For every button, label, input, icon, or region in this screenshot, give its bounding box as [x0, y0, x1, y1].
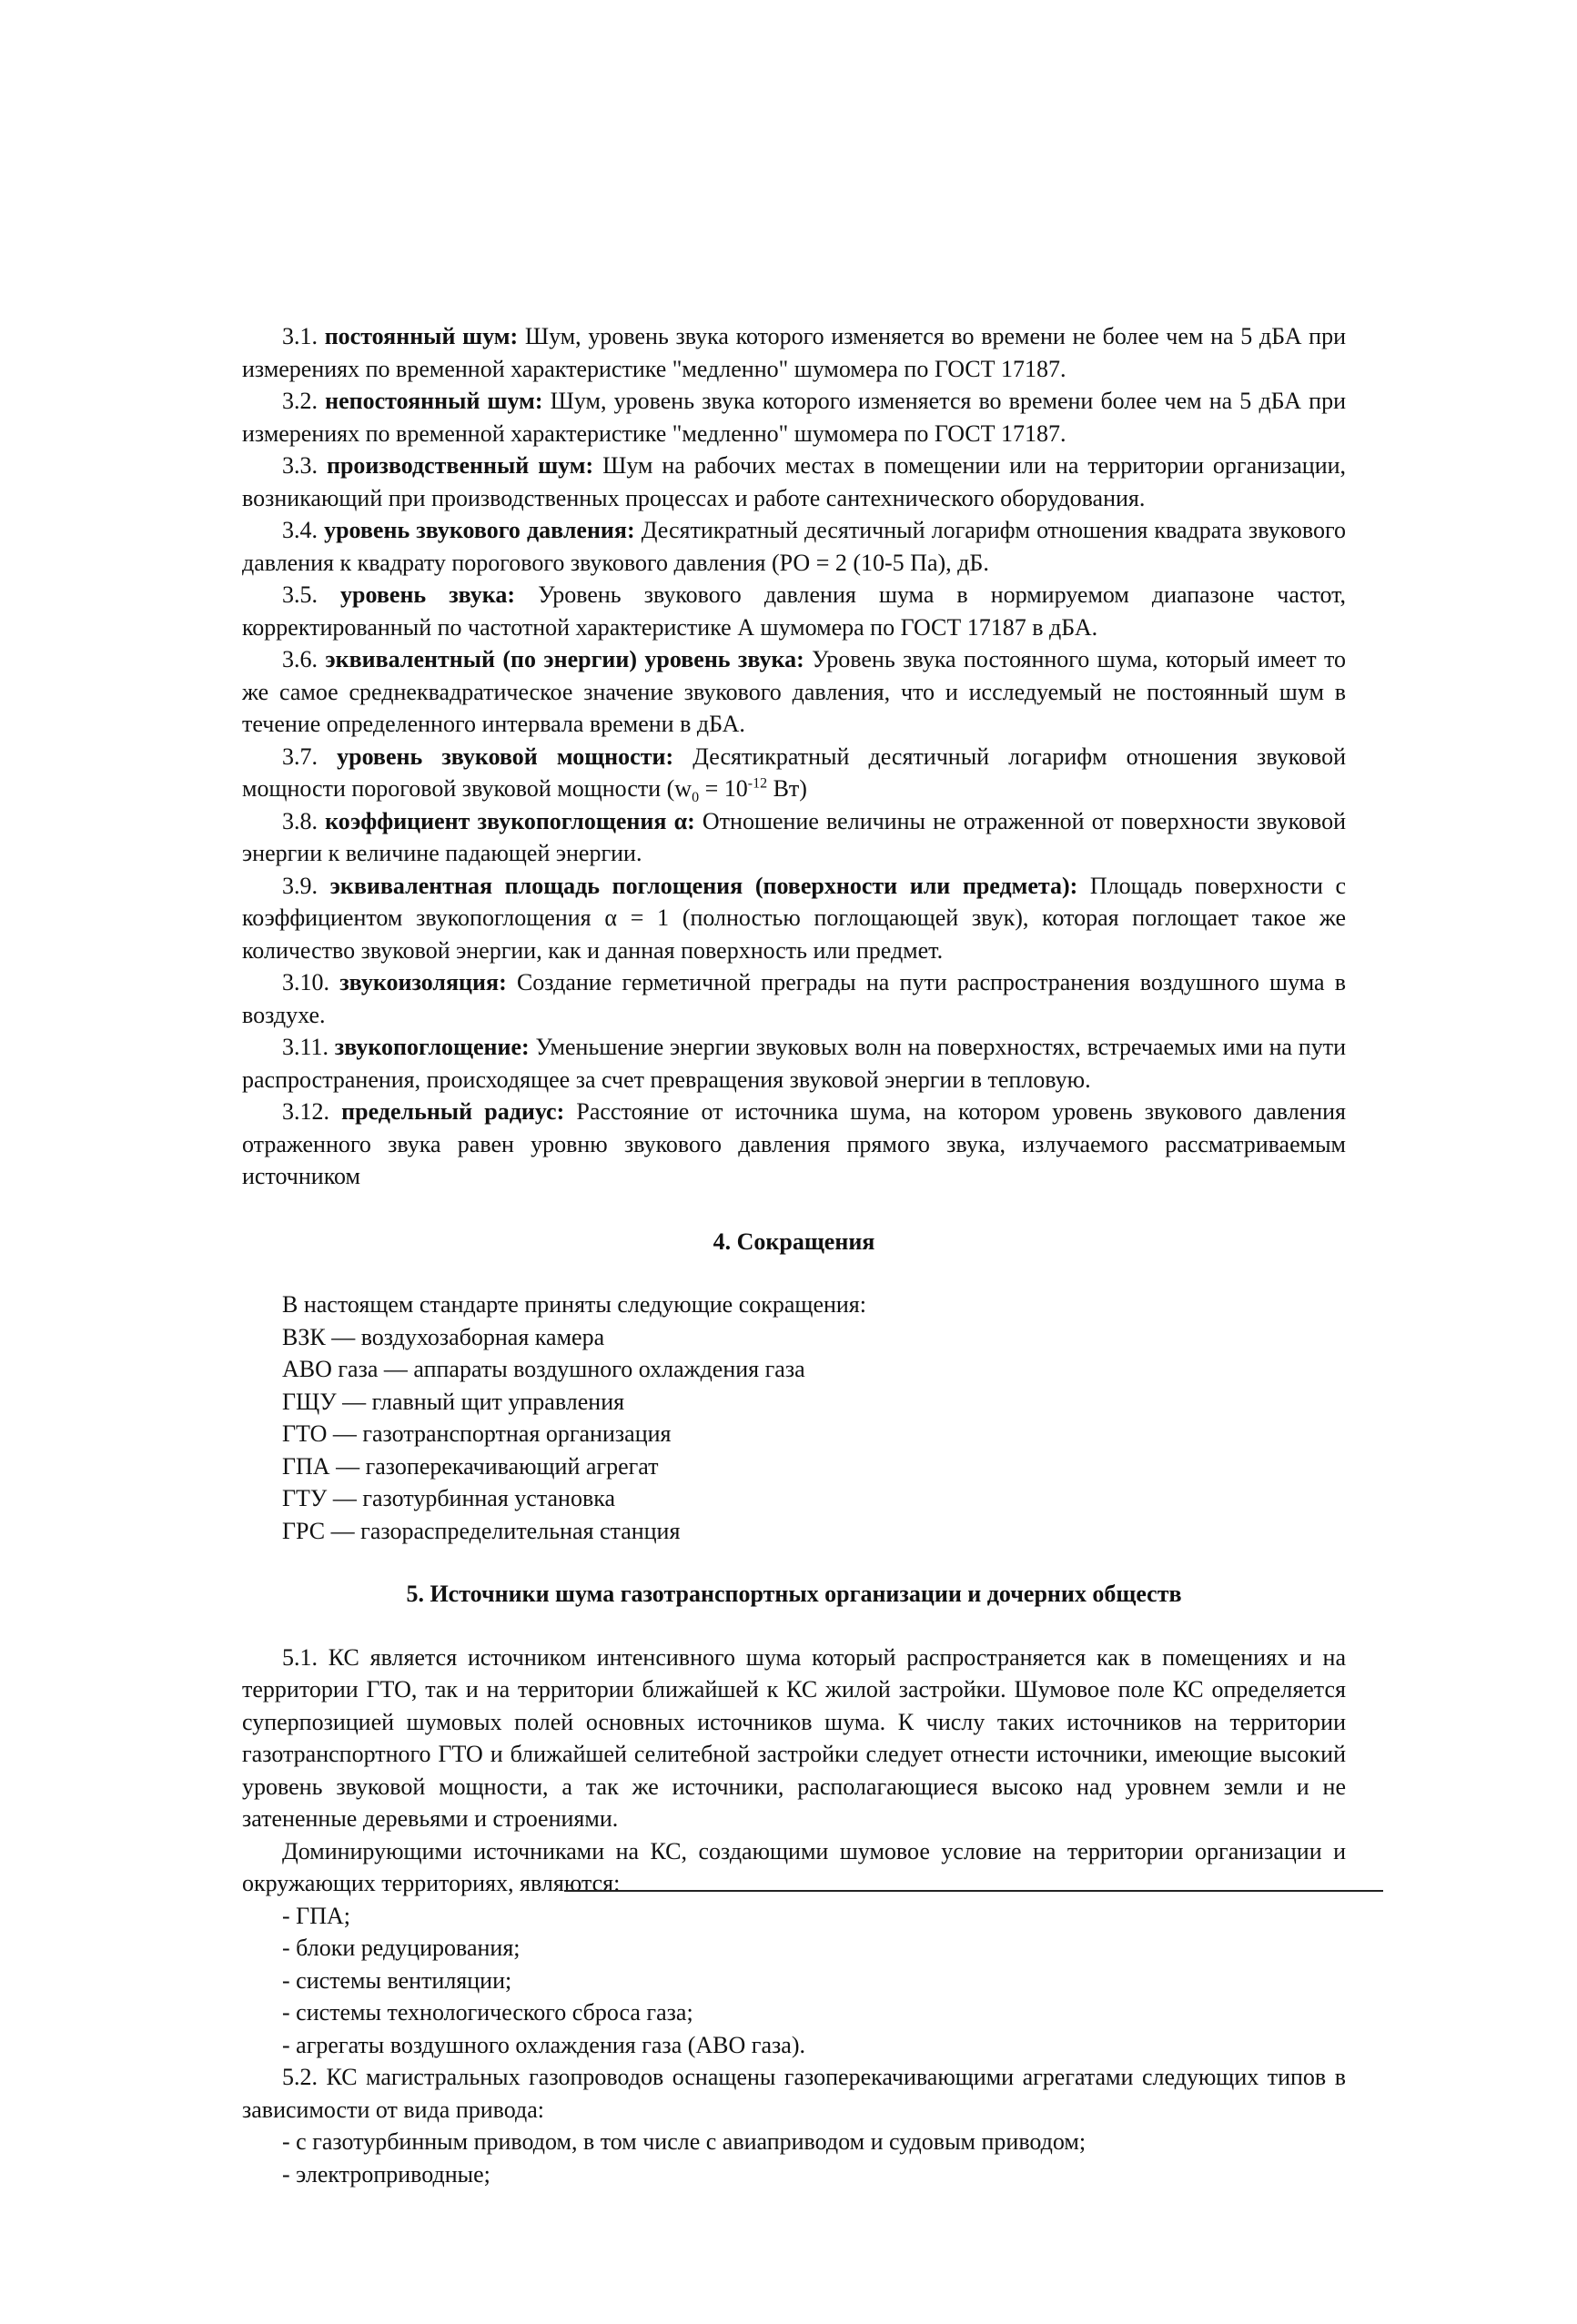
definition-term: уровень звукового давления:	[324, 517, 635, 543]
list-item: - блоки редуцирования;	[282, 1935, 521, 1961]
section-5-title: 5. Источники шума газотранспортных организации и дочерних обществ	[406, 1581, 1182, 1607]
definition-term: звукопоглощение:	[334, 1034, 530, 1060]
section-5-paragraph-1: 5.1. КС является источником интенсивного шума который распространяется как в помещениях и на территории ГТО, так и на территории ближайшей к КС жилой застройки. Шумовое поле КС определяется суперпозицией шумовых полей основных источников шума. К числу таких источников на территории газотранспортного ГТО и ближайшей селитебной застройки следует отнести источники, имеющие высокий уровень звуковой мощности, а так же источники, располагающиеся высоко над уровнем земли и не затененные деревьями и строениями.	[242, 1643, 1346, 1832]
definition-3-1: 3.1. постоянный шум: Шум, уровень звука которого изменяется во времени не более чем на 5 дБА при измерениях по временной характеристике "медленно" шумомера по ГОСТ 17187.	[242, 323, 1347, 382]
definition-term: постоянный шум:	[324, 323, 519, 349]
definition-3-4: 3.4. уровень звукового давления: Десятикратный десятичный логарифм отношения квадрата звукового давления к квадрату порогового звукового давления (РО = 2 (10-5 Па), дБ.	[242, 517, 1347, 576]
list-item: - системы технологического сброса газа;	[282, 1999, 693, 2026]
horizontal-rule	[564, 1890, 1383, 1892]
abbreviation-item: АВО газа — аппараты воздушного охлаждения газа	[282, 1356, 805, 1382]
definition-3-8: 3.8. коэффициент звукопоглощения α: Отношение величины не отраженной от поверхности звуковой энергии к величине падающей энергии.	[242, 807, 1346, 866]
drive-type-list	[242, 2126, 1346, 2190]
definition-term: звукоизоляция:	[339, 969, 507, 995]
definition-3-7: 3.7. уровень звуковой мощности: Десятикратный десятичный логарифм отношения звуковой мощности пороговой звуковой мощности ($w_0 = 10^{-12}$ Вт)	[242, 743, 1347, 806]
definition-3-2: 3.2. непостоянный шум: Шум, уровень звука которого изменяется во времени более чем на 5 дБА при измерениях по временной характеристике "медленно" шумомера по ГОСТ 17187.	[242, 388, 1346, 447]
definition-3-9: 3.9. эквивалентная площадь поглощения (поверхности или предмета): Площадь поверхности с коэффициентом звукопоглощения α = 1 (полностью поглощающей звук), которая поглощает такое же количество звуковой энергии, как и данная поверхность или предмет.	[242, 872, 1347, 964]
abbreviation-list	[242, 1321, 1346, 1548]
definition-term: эквивалентный (по энергии) уровень звука:	[325, 646, 804, 672]
list-item: - электроприводные;	[282, 2160, 490, 2188]
definition-term: коэффициент звукопоглощения α:	[325, 807, 695, 834]
definition-term: предельный радиус:	[341, 1098, 565, 1125]
noise-source-list	[242, 1900, 1346, 2062]
definition-term: производственный шум:	[326, 452, 594, 479]
section-5-paragraph-3: 5.2. КС магистральных газопроводов оснащены газоперекачивающими агрегатами следующих типов в зависимости от вида привода:	[242, 2064, 1346, 2123]
section-4-intro: В настоящем стандарте приняты следующие сокращения:	[282, 1291, 866, 1318]
list-item: - ГПА;	[282, 1902, 350, 1929]
abbreviation-item: ГТУ — газотурбинная установка	[282, 1485, 616, 1511]
definition-3-3: 3.3. производственный шум: Шум на рабочих местах в помещении или на территории организации, возникающий при производственных процессах и работе сантехнического оборудования.	[242, 452, 1347, 511]
definition-3-11: 3.11. звукопоглощение: Уменьшение энергии звуковых волн на поверхностях, встречаемых ими на пути распространения, происходящее за счет превращения звуковой энергии в тепловую.	[242, 1034, 1347, 1093]
document-page	[242, 320, 1346, 2190]
definition-3-6: 3.6. эквивалентный (по энергии) уровень звука: Уровень звука постоянного шума, который имеет то же самое среднеквадратическое значение звукового давления, что и исследуемый не постоянный шум в течение определенного интервала времени в дБА.	[242, 646, 1346, 737]
definition-term: эквивалентная площадь поглощения (поверхности или предмета):	[329, 872, 1078, 899]
definition-term: непостоянный шум:	[325, 388, 543, 414]
definition-term: уровень звуковой мощности:	[337, 743, 674, 770]
section-4-title: 4. Сокращения	[713, 1228, 875, 1255]
definition-term: уровень звука:	[340, 581, 516, 608]
definition-3-5: 3.5. уровень звука: Уровень звукового давления шума в нормируемом диапазоне частот, корректированный по частотной характеристике А шумомера по ГОСТ 17187 в дБА.	[242, 581, 1347, 641]
abbreviation-item: ГТО — газотранспортная организация	[282, 1420, 672, 1447]
list-item: - с газотурбинным приводом, в том числе с авиаприводом и судовым приводом;	[282, 2128, 1087, 2155]
list-item: - системы вентиляции;	[282, 1966, 512, 1994]
abbreviation-item: ГЩУ — главный щит управления	[282, 1388, 625, 1415]
section-5-paragraph-2: Доминирующими источниками на КС, создающими шумовое условие на территории организации и окружающих территориях, являются:	[242, 1837, 1346, 1896]
list-item: - агрегаты воздушного охлаждения газа (АВО газа).	[282, 2031, 805, 2058]
definition-3-12: 3.12. предельный радиус: Расстояние от источника шума, на котором уровень звукового давления отраженного звука равен уровню звукового давления прямого звука, излучаемого рассматриваемым источником	[242, 1098, 1346, 1189]
abbreviation-item: ГПА — газоперекачивающий агрегат	[282, 1452, 659, 1480]
abbreviation-item: ГРС — газораспределительная станция	[282, 1517, 681, 1544]
abbreviation-item: ВЗК — воздухозаборная камера	[282, 1323, 605, 1350]
definition-3-10: 3.10. звукоизоляция: Создание герметичной преграды на пути распространения воздушного шума в воздухе.	[242, 969, 1347, 1028]
